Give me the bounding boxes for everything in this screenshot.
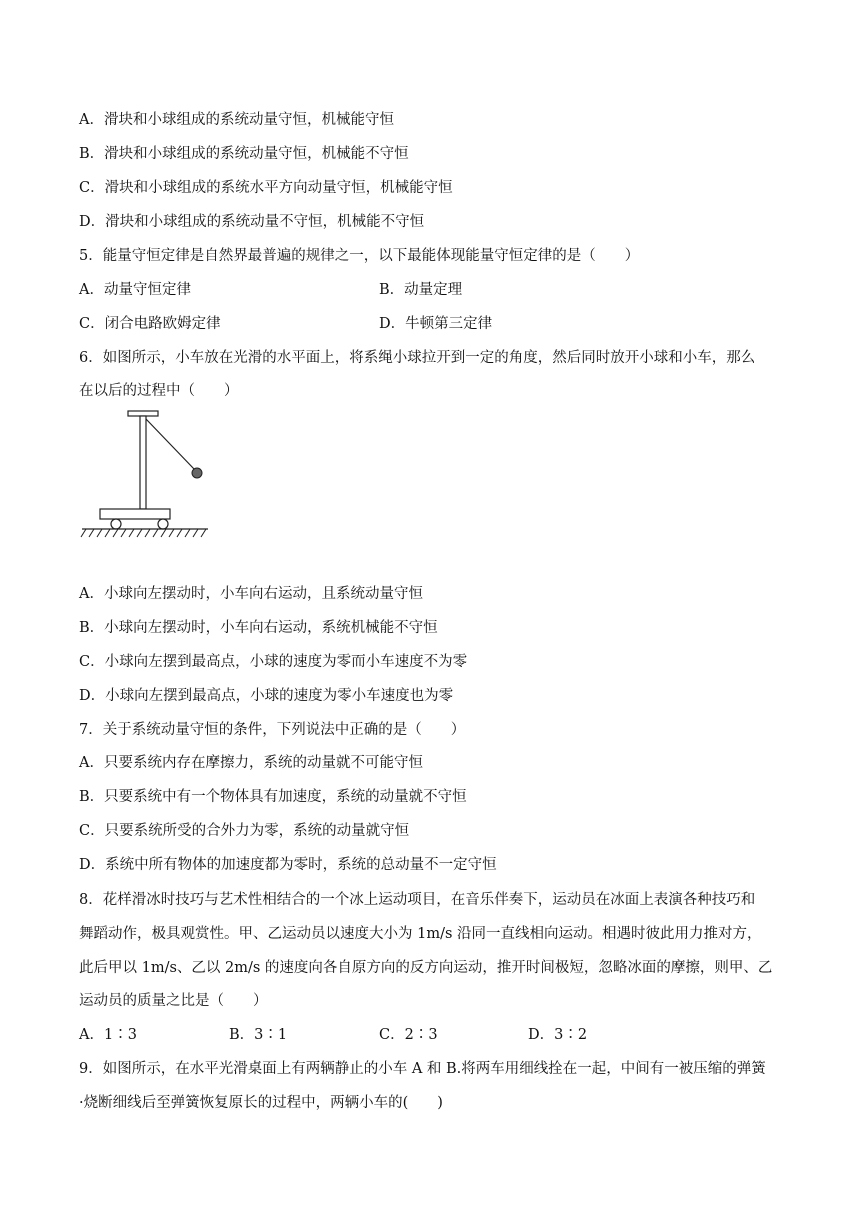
pendulum-post <box>140 416 146 509</box>
q8-stem-line-3: 此后甲以 1m/s、乙以 2m/s 的速度向各自原方向的反方向运动，推开时间极短，忽略冰面的摩擦，则甲、乙 <box>79 960 773 976</box>
pendulum-top-bar <box>128 411 158 416</box>
q5-option-b: B．动量定理 <box>379 282 463 298</box>
pendulum-ball <box>192 468 202 478</box>
q9-stem-line-1: 9．如图所示，在水平光滑桌面上有两辆静止的小车 A 和 B.将两车用细线拴在一起，中间有一被压缩的弹簧 <box>79 1061 766 1077</box>
pendulum-string <box>146 419 195 470</box>
q7-stem: 7．关于系统动量守恒的条件，下列说法中正确的是（ ） <box>79 722 466 738</box>
q5-stem: 5．能量守恒定律是自然界最普遍的规律之一，以下最能体现能量守恒定律的是（ ） <box>79 248 640 264</box>
q8-option-a: A．1∶3 <box>79 1027 137 1043</box>
q5-option-d: D．牛顿第三定律 <box>379 316 493 332</box>
q6-option-d: D．小球向左摆到最高点，小球的速度为零小车速度也为零 <box>79 688 454 704</box>
cart-platform <box>100 509 170 519</box>
q6-stem-line-2: 在以后的过程中（ ） <box>79 383 239 399</box>
cart-wheel-left <box>111 519 121 529</box>
ground-hatching <box>81 529 206 537</box>
q6-option-a: A．小球向左摆动时，小车向右运动，且系统动量守恒 <box>79 586 423 602</box>
q5-options-row-1 <box>79 280 799 300</box>
q6-option-b: B．小球向左摆动时，小车向右运动，系统机械能不守恒 <box>79 620 438 636</box>
q7-option-d: D．系统中所有物体的加速度都为零时，系统的总动量不一定守恒 <box>79 857 497 873</box>
q7-option-c: C．只要系统所受的合外力为零，系统的动量就守恒 <box>79 823 410 839</box>
q6-stem-line-1: 6．如图所示，小车放在光滑的水平面上，将系绳小球拉开到一定的角度，然后同时放开小球和小车，那么 <box>79 350 756 366</box>
q7-option-b: B．只要系统中有一个物体具有加速度，系统的动量就不守恒 <box>79 789 467 805</box>
q5-options-row-2 <box>79 314 799 334</box>
q8-option-d: D．3∶2 <box>528 1027 588 1043</box>
q8-option-c: C．2∶3 <box>379 1027 438 1043</box>
cart-wheel-right <box>158 519 168 529</box>
q9-stem-line-2: ·烧断细线后至弹簧恢复原长的过程中，两辆小车的( ) <box>79 1095 443 1111</box>
q7-option-a: A．只要系统内存在摩擦力，系统的动量就不可能守恒 <box>79 755 423 771</box>
q5-option-c: C．闭合电路欧姆定律 <box>79 316 221 332</box>
q8-stem-line-1: 8．花样滑冰时技巧与艺术性相结合的一个冰上运动项目，在音乐伴奏下，运动员在冰面上表演各种技巧和 <box>79 892 756 908</box>
q4-option-a: A．滑块和小球组成的系统动量守恒，机械能守恒 <box>79 112 394 128</box>
q4-option-b: B．滑块和小球组成的系统动量守恒，机械能不守恒 <box>79 146 409 162</box>
q4-option-c: C．滑块和小球组成的系统水平方向动量守恒，机械能守恒 <box>79 180 453 196</box>
q4-option-d: D．滑块和小球组成的系统动量不守恒，机械能不守恒 <box>79 214 425 230</box>
pendulum-cart-figure <box>78 402 213 542</box>
q8-option-b: B．3∶1 <box>229 1027 288 1043</box>
q5-option-a: A．动量守恒定律 <box>79 282 191 298</box>
q8-stem-line-2: 舞蹈动作，极具观赏性。甲、乙运动员以速度大小为 1m/s 沿同一直线相向运动。相遇时彼此用力推对方， <box>79 926 762 942</box>
q8-options-row <box>79 1025 799 1045</box>
q8-stem-line-4: 运动员的质量之比是（ ） <box>79 993 268 1009</box>
q6-option-c: C．小球向左摆到最高点，小球的速度为零而小车速度不为零 <box>79 654 468 670</box>
